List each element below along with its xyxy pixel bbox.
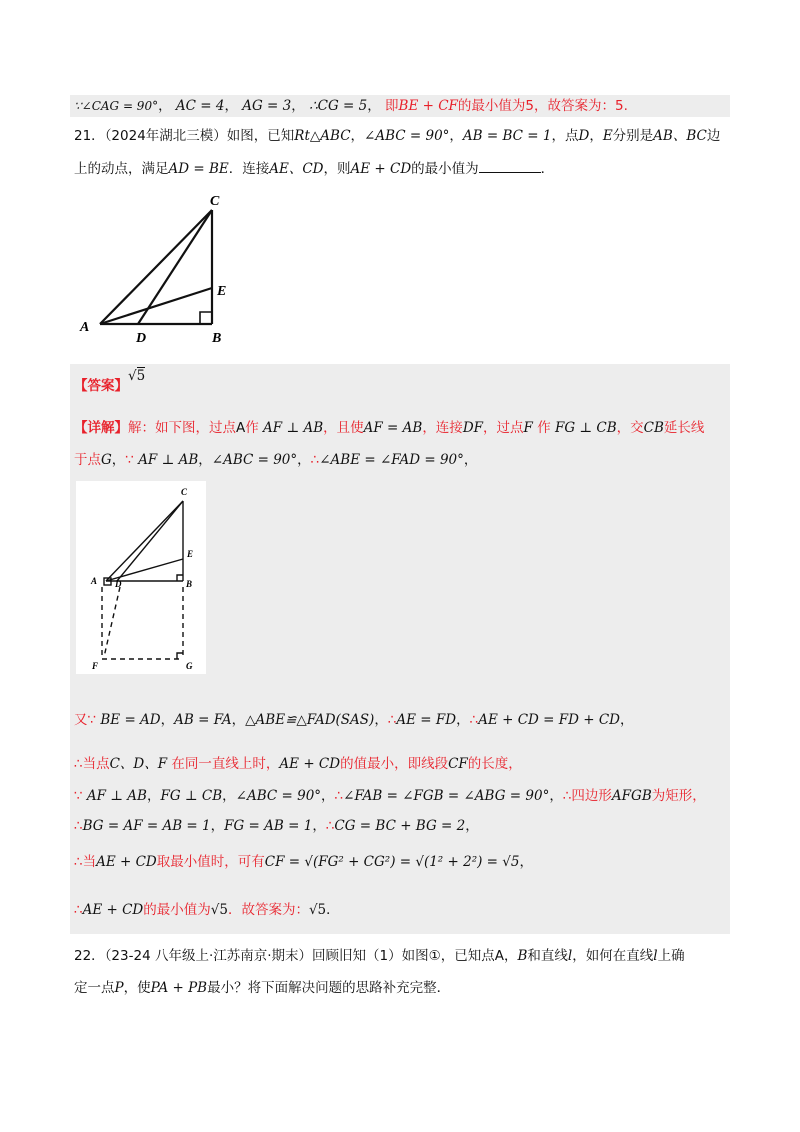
detail-math: AF = AB bbox=[363, 420, 423, 436]
detail-text: ， bbox=[465, 818, 479, 834]
detail-text: 的最小值为 bbox=[143, 902, 211, 918]
fig2-label-b: B bbox=[186, 579, 193, 589]
answer-line bbox=[74, 376, 128, 396]
detail-math: AF ⊥ AB bbox=[86, 788, 147, 804]
q22-line1 bbox=[74, 946, 685, 966]
detail-math: CG = BC + BG = 2 bbox=[334, 818, 466, 834]
q22-text: ，如何在直线 bbox=[572, 948, 654, 964]
detail-text: ， bbox=[456, 712, 470, 728]
fig2-label-g: G bbox=[186, 661, 193, 671]
q21-sides: AB = BC = 1 bbox=[462, 128, 552, 144]
figure-construction-afgb bbox=[76, 481, 206, 674]
detail-line8 bbox=[74, 900, 340, 920]
fig2-label-e: E bbox=[187, 549, 194, 559]
detail-math: DF bbox=[462, 420, 484, 436]
detail-text: ，过点 bbox=[483, 420, 524, 436]
detail-line5 bbox=[74, 786, 706, 806]
fig1-label-d: D bbox=[136, 331, 147, 346]
q22-line-l: l bbox=[567, 948, 573, 964]
q21-text: ． bbox=[540, 161, 555, 177]
detail-text: ， bbox=[210, 818, 225, 834]
detail-line6 bbox=[74, 816, 479, 836]
detail-text: ， bbox=[146, 788, 161, 804]
detail-text: ， bbox=[321, 788, 335, 804]
q22-text: 最小？将下面解决问题的思路补充完整． bbox=[207, 980, 451, 996]
q21-text: 的最小值为 bbox=[411, 161, 479, 177]
therefore-symbol: ∴ bbox=[74, 854, 83, 870]
q21-text: ，点 bbox=[551, 128, 579, 144]
detail-math: AF ⊥ AB bbox=[138, 452, 199, 468]
detail-text: 取最小值时，可有 bbox=[156, 854, 265, 870]
detail-text: ． bbox=[326, 902, 340, 918]
detail-math: √5 bbox=[308, 902, 327, 918]
detail-text: 又 bbox=[74, 712, 88, 728]
fig2-label-a: A bbox=[91, 576, 98, 586]
conclusion-suffix: 的最小值为5，故答案为：5. bbox=[457, 98, 628, 114]
therefore-symbol: ∴ bbox=[469, 712, 479, 728]
q22-line2 bbox=[74, 978, 450, 998]
detail-text: 作 bbox=[245, 420, 259, 436]
detail-text: ．故答案为： bbox=[227, 902, 309, 918]
q21-source: （2024年湖北三模） bbox=[104, 128, 227, 144]
answer-value: √5 bbox=[128, 368, 146, 384]
q21-text: ．连接 bbox=[228, 161, 270, 177]
because-symbol: ∵ bbox=[125, 452, 134, 468]
because-symbol: ∵ bbox=[74, 788, 83, 804]
detail-math: CF bbox=[448, 756, 468, 772]
detail-text: ， bbox=[549, 788, 563, 804]
therefore-symbol: ∴ bbox=[562, 788, 572, 804]
q21-text: 分别是 bbox=[612, 128, 654, 144]
q22-source: （23-24 八年级上·江苏南京·期末） bbox=[104, 948, 313, 964]
detail-text: ， bbox=[297, 452, 311, 468]
because-symbol: ∵ bbox=[87, 712, 97, 728]
detail-text: ， bbox=[620, 712, 634, 728]
therefore-symbol: ∴ bbox=[325, 818, 335, 834]
detail-math: AE + CD bbox=[279, 756, 341, 772]
fig2-label-d: D bbox=[115, 579, 122, 589]
detail-math: AFGB bbox=[611, 788, 652, 804]
detail-math: CF = √(FG² + CG²) = √(1² + 2²) = √5 bbox=[264, 854, 520, 870]
detail-text: 为矩形， bbox=[651, 788, 706, 804]
ag-value: AG = 3 bbox=[242, 98, 292, 114]
therefore-symbol: ∴ bbox=[74, 902, 83, 918]
top-conclusion-line: ∵∠CAG = 90°， AC = 4， AG = 3， ∴CG = 5， 即BE + CF的最小值为5，故答案为：5. bbox=[74, 98, 628, 114]
detail-text: 延长线 bbox=[663, 420, 705, 436]
answer-sqrt-five: 5 bbox=[136, 368, 146, 384]
q22-text: 定一点 bbox=[74, 980, 115, 996]
detail-text: ， bbox=[160, 712, 175, 728]
conclusion-prefix: 即 bbox=[385, 98, 399, 114]
q21-number: 21． bbox=[74, 128, 105, 144]
q22-point-p: P bbox=[114, 980, 124, 996]
since-cag: ∵∠CAG = 90° bbox=[74, 99, 159, 113]
detail-text: 作 bbox=[537, 420, 551, 436]
fig2-label-c: C bbox=[181, 487, 188, 497]
q21-point-e: E bbox=[602, 128, 613, 144]
fig1-label-b: B bbox=[212, 331, 222, 346]
fig2-label-f: F bbox=[92, 661, 99, 671]
cg-value: ∴CG = 5 bbox=[309, 98, 368, 114]
q22-point-b: B bbox=[517, 948, 528, 964]
therefore-symbol: ∴ bbox=[387, 712, 397, 728]
detail-line4 bbox=[74, 754, 522, 774]
q21-text: 边 bbox=[706, 128, 721, 144]
detail-text: 当 bbox=[82, 854, 97, 870]
detail-math: AE + CD bbox=[96, 854, 157, 870]
q21-condition: AD = BE bbox=[168, 161, 229, 177]
detail-math: △ABE≌△FAD(SAS) bbox=[245, 712, 375, 728]
detail-math: AF ⊥ AB bbox=[263, 420, 324, 436]
detail-line1 bbox=[74, 418, 704, 438]
answer-label: 【答案】 bbox=[74, 378, 128, 394]
q21-rt: Rt△ABC bbox=[294, 128, 351, 144]
detail-math: ∠ABE = ∠FAD = 90° bbox=[319, 452, 464, 468]
detail-math: AE + CD = FD + CD bbox=[478, 712, 620, 728]
q22-text: 和直线 bbox=[527, 948, 568, 964]
detail-math: ∠ABC = 90° bbox=[211, 452, 298, 468]
q21-connect: AE、CD bbox=[269, 161, 324, 177]
detail-math: FG = AB = 1 bbox=[224, 818, 313, 834]
detail-line7 bbox=[74, 852, 533, 872]
q22-text: 回顾旧知（1）如图①，已知点 bbox=[312, 948, 495, 964]
detail-math: FG ⊥ CB bbox=[554, 420, 617, 436]
fig1-label-e: E bbox=[217, 284, 227, 299]
figure-triangle-abc bbox=[76, 192, 246, 347]
detail-math: AB = FA bbox=[174, 712, 232, 728]
detail-text: ， bbox=[519, 854, 533, 870]
q21-line2 bbox=[74, 158, 554, 179]
detail-text: ，交 bbox=[616, 420, 644, 436]
q21-segments: AB、BC bbox=[653, 128, 707, 144]
detail-math: BG = AF = AB = 1 bbox=[82, 818, 211, 834]
q21-line1: 21．（2024年湖北三模）如图，已知Rt△ABC，∠ABC = 90°，AB = BC = 1，点D，E分别是AB、BC边 bbox=[74, 128, 721, 144]
detail-math: CB bbox=[643, 420, 664, 436]
answer-blank bbox=[479, 158, 541, 173]
detail-text: ，且使 bbox=[323, 420, 364, 436]
detail-text: ， bbox=[312, 818, 326, 834]
q21-point-d: D bbox=[578, 128, 590, 144]
q22-point-a: A bbox=[494, 948, 504, 964]
q21-angle: ∠ABC = 90° bbox=[364, 128, 450, 144]
detail-text: 四边形 bbox=[571, 788, 612, 804]
detail-text: 的长度， bbox=[467, 756, 522, 772]
q22-number: 22． bbox=[74, 948, 105, 964]
detail-text: 解：如下图，过点 bbox=[128, 420, 236, 436]
fig1-label-a: A bbox=[80, 320, 90, 335]
detail-math: AE + CD bbox=[82, 902, 144, 918]
detail-math: AE = FD bbox=[396, 712, 457, 728]
therefore-symbol: ∴ bbox=[310, 452, 320, 468]
detail-line3 bbox=[74, 710, 634, 730]
detail-math: FG ⊥ CB bbox=[160, 788, 223, 804]
detail-math: ∠FAB = ∠FGB = ∠ABG = 90° bbox=[343, 788, 550, 804]
fig1-label-c: C bbox=[210, 194, 220, 209]
detail-point: A bbox=[236, 420, 246, 436]
detail-text: ， bbox=[222, 788, 236, 804]
q22-text: ， bbox=[504, 948, 518, 964]
q22-line-l: l bbox=[653, 948, 658, 964]
q21-text: 如图，已知 bbox=[226, 128, 295, 144]
detail-text: 当点 bbox=[82, 756, 110, 772]
detail-math: C、D、F bbox=[109, 756, 168, 772]
therefore-symbol: ∴ bbox=[74, 756, 83, 772]
detail-math: √5 bbox=[210, 902, 228, 918]
detail-text: ， bbox=[198, 452, 212, 468]
therefore-symbol: ∴ bbox=[74, 818, 83, 834]
detail-math: ∠ABC = 90° bbox=[235, 788, 322, 804]
detail-text: ， bbox=[231, 712, 246, 728]
q22-text: 上确 bbox=[657, 948, 685, 964]
q21-text: ，则 bbox=[323, 161, 351, 177]
ac-value: AC = 4 bbox=[175, 98, 225, 114]
conclusion-expr: BE + CF bbox=[398, 98, 458, 114]
q21-expr: AE + CD bbox=[350, 161, 412, 177]
detail-text: ， bbox=[463, 452, 478, 468]
detail-text: 的值最小，即线段 bbox=[340, 756, 449, 772]
q22-expr: PA + PB bbox=[150, 980, 208, 996]
detail-line2 bbox=[74, 450, 477, 470]
q21-text: 上的动点，满足 bbox=[74, 161, 169, 177]
detail-text: 在同一直线上时， bbox=[171, 756, 280, 772]
detail-label: 【详解】 bbox=[74, 420, 128, 436]
detail-math: G bbox=[101, 452, 112, 468]
detail-math: F bbox=[523, 420, 533, 436]
detail-text: ，连接 bbox=[422, 420, 463, 436]
detail-text: ， bbox=[111, 452, 126, 468]
q22-text: ，使 bbox=[123, 980, 151, 996]
detail-text: ， bbox=[374, 712, 388, 728]
therefore-symbol: ∴ bbox=[334, 788, 344, 804]
detail-math: BE = AD bbox=[100, 712, 161, 728]
detail-text: 于点 bbox=[74, 452, 101, 468]
